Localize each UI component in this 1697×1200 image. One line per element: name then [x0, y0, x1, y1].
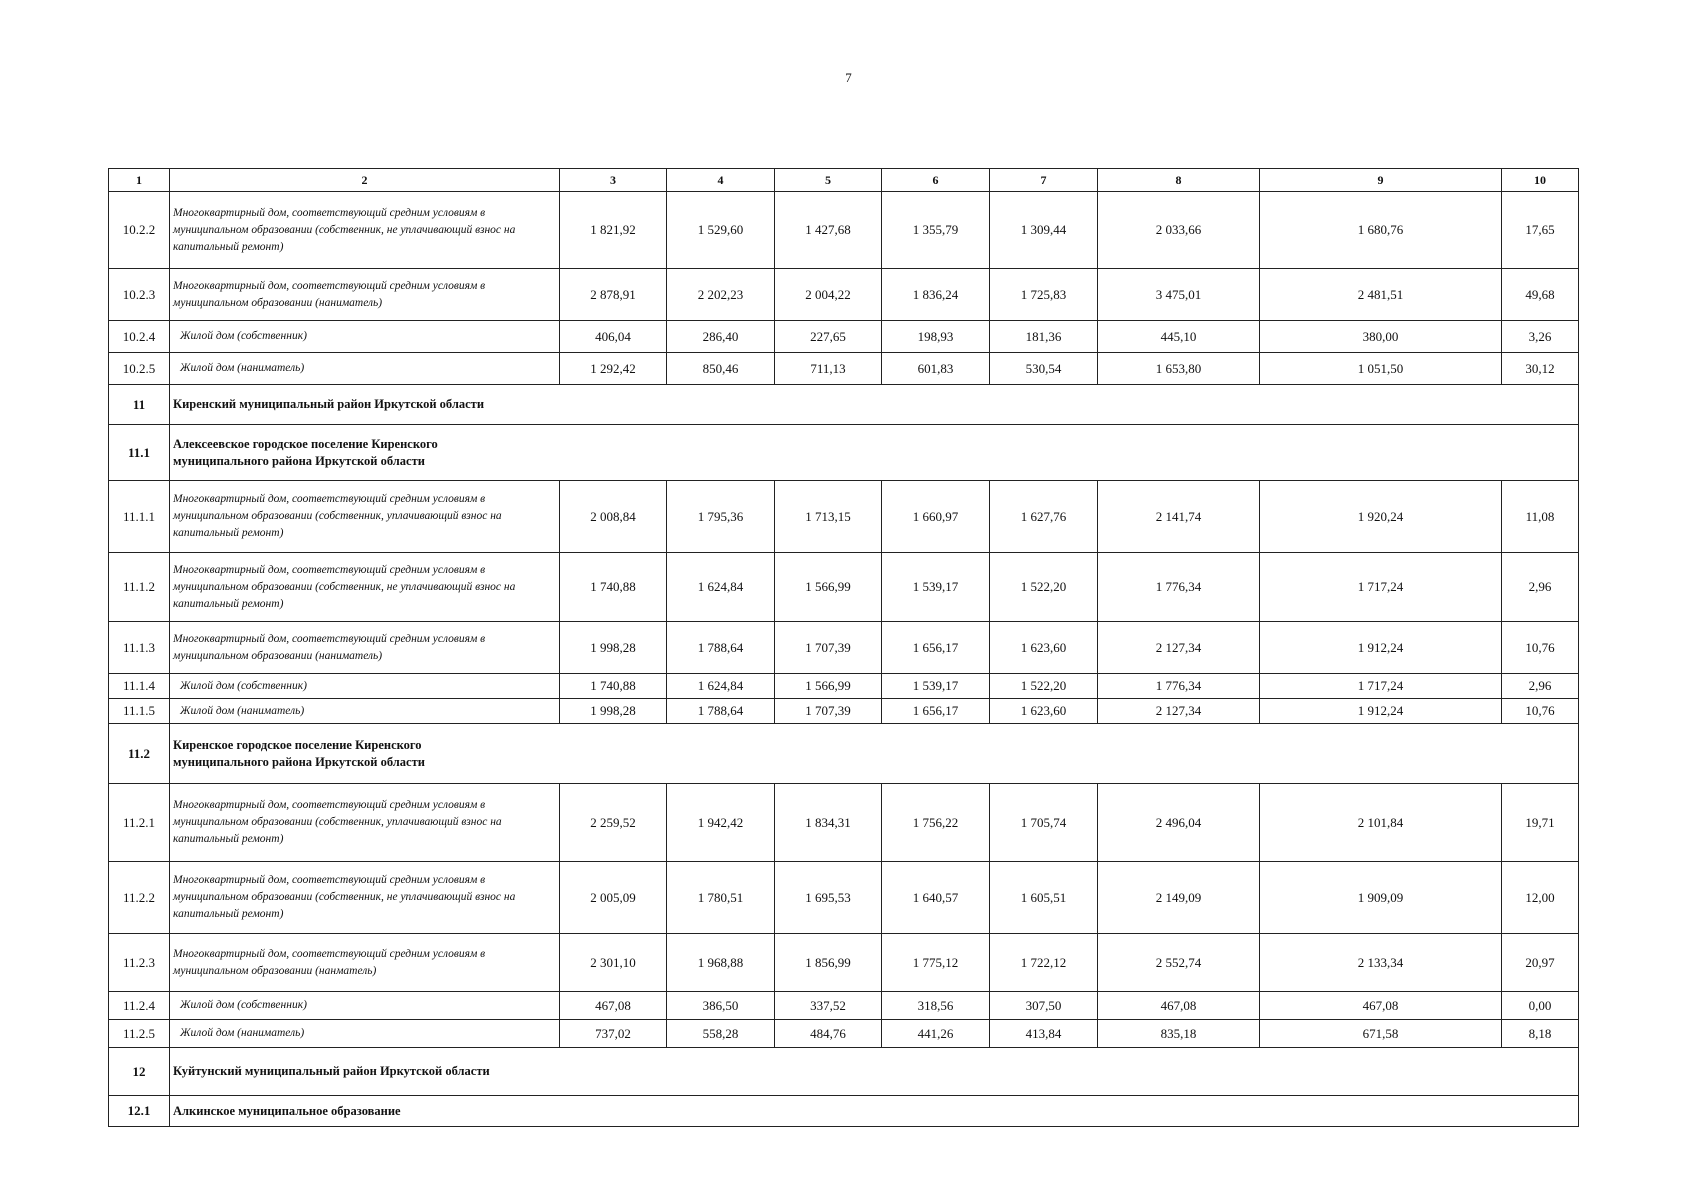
value-cell: 1 912,24: [1260, 622, 1502, 674]
value-cell: 2 496,04: [1098, 784, 1260, 862]
value-cell: 1 522,20: [990, 674, 1098, 699]
row-description: Жилой дом (наниматель): [170, 699, 560, 724]
value-cell: 1 566,99: [775, 553, 882, 622]
value-cell: 1 909,09: [1260, 862, 1502, 934]
value-cell: 1 707,39: [775, 699, 882, 724]
section-title-text: Киренское городское поселение Киренского муниципального района Иркутской области: [173, 737, 425, 769]
column-number: 6: [882, 169, 990, 192]
value-cell: 1 776,34: [1098, 674, 1260, 699]
row-code: 10.2.2: [109, 192, 170, 269]
value-cell: 601,83: [882, 353, 990, 385]
value-cell: 558,28: [667, 1020, 775, 1048]
row-description: Жилой дом (наниматель): [170, 353, 560, 385]
value-cell: 467,08: [1098, 992, 1260, 1020]
value-cell: 286,40: [667, 321, 775, 353]
value-cell: 307,50: [990, 992, 1098, 1020]
value-cell: 1 942,42: [667, 784, 775, 862]
value-cell: 1 998,28: [560, 622, 667, 674]
value-cell: 3,26: [1502, 321, 1579, 353]
row-code: 11.2.2: [109, 862, 170, 934]
section-title: [170, 385, 1579, 425]
row-code: 10.2.4: [109, 321, 170, 353]
row-code: 11.1.1: [109, 481, 170, 553]
value-cell: 2 101,84: [1260, 784, 1502, 862]
value-cell: 19,71: [1502, 784, 1579, 862]
section-title-text: Куйтунский муниципальный район Иркутской области: [173, 1064, 490, 1078]
row-description: Многоквартирный дом, соответствующий средним условиям в муниципальном образовании (собственник, уплачивающий взнос на капитальный ремонт): [170, 784, 560, 862]
row-description: Многоквартирный дом, соответствующий средним условиям в муниципальном образовании (собственник, не уплачивающий взнос на капитальный ремонт): [170, 553, 560, 622]
table-row: [109, 353, 1579, 385]
value-cell: 2 202,23: [667, 269, 775, 321]
row-description: Жилой дом (собственник): [170, 992, 560, 1020]
section-code: 11.1: [109, 425, 170, 481]
value-cell: 737,02: [560, 1020, 667, 1048]
value-cell: 1 695,53: [775, 862, 882, 934]
value-cell: 1 355,79: [882, 192, 990, 269]
row-code: 11.2.1: [109, 784, 170, 862]
table-body: [109, 169, 1579, 1127]
value-cell: 2 878,91: [560, 269, 667, 321]
value-cell: 2 552,74: [1098, 934, 1260, 992]
section-title: [170, 1096, 1579, 1127]
value-cell: 10,76: [1502, 699, 1579, 724]
value-cell: 711,13: [775, 353, 882, 385]
value-cell: 441,26: [882, 1020, 990, 1048]
value-cell: 12,00: [1502, 862, 1579, 934]
value-cell: 1 680,76: [1260, 192, 1502, 269]
row-code: 11.2.4: [109, 992, 170, 1020]
value-cell: 2 133,34: [1260, 934, 1502, 992]
value-cell: 1 529,60: [667, 192, 775, 269]
value-cell: 1 624,84: [667, 553, 775, 622]
value-cell: 671,58: [1260, 1020, 1502, 1048]
row-code: 10.2.3: [109, 269, 170, 321]
value-cell: 1 821,92: [560, 192, 667, 269]
column-number: 10: [1502, 169, 1579, 192]
row-code: 11.1.4: [109, 674, 170, 699]
value-cell: 1 740,88: [560, 674, 667, 699]
value-cell: 1 623,60: [990, 699, 1098, 724]
value-cell: 1 539,17: [882, 674, 990, 699]
value-cell: 2 127,34: [1098, 622, 1260, 674]
section-title-text: Алкинское муниципальное образование: [173, 1103, 401, 1118]
section-title-text: Киренский муниципальный район Иркутской области: [173, 397, 485, 411]
value-cell: 2 033,66: [1098, 192, 1260, 269]
section-title: [170, 724, 1579, 784]
value-cell: 1 605,51: [990, 862, 1098, 934]
table-row: [109, 622, 1579, 674]
value-cell: 1 856,99: [775, 934, 882, 992]
row-description: Жилой дом (собственник): [170, 321, 560, 353]
value-cell: 850,46: [667, 353, 775, 385]
row-description: Многоквартирный дом, соответствующий средним условиям в муниципальном образовании (нанматель): [170, 934, 560, 992]
row-description: Многоквартирный дом, соответствующий средним условиям в муниципальном образовании (собственник, не уплачивающий взнос на капитальный ремонт): [170, 862, 560, 934]
section-row: [109, 385, 1579, 425]
row-description: Многоквартирный дом, соответствующий средним условиям в муниципальном образовании (наниматель): [170, 269, 560, 321]
table-row: [109, 784, 1579, 862]
value-cell: 1 566,99: [775, 674, 882, 699]
column-number: 3: [560, 169, 667, 192]
section-title-text: Алексеевское городское поселение Киренского муниципального района Иркутской области: [173, 436, 438, 468]
table-row: [109, 192, 1579, 269]
row-code: 11.1.5: [109, 699, 170, 724]
row-description: Многоквартирный дом, соответствующий средним условиям в муниципальном образовании (наниматель): [170, 622, 560, 674]
value-cell: 1 912,24: [1260, 699, 1502, 724]
value-cell: 2 149,09: [1098, 862, 1260, 934]
table-row: [109, 321, 1579, 353]
row-code: 11.2.5: [109, 1020, 170, 1048]
value-cell: 1 656,17: [882, 699, 990, 724]
value-cell: 1 717,24: [1260, 674, 1502, 699]
value-cell: 1 640,57: [882, 862, 990, 934]
value-cell: 2 259,52: [560, 784, 667, 862]
value-cell: 1 522,20: [990, 553, 1098, 622]
table-row: [109, 992, 1579, 1020]
value-cell: 318,56: [882, 992, 990, 1020]
row-code: 11.1.2: [109, 553, 170, 622]
value-cell: 1 717,24: [1260, 553, 1502, 622]
section-code: 11.2: [109, 724, 170, 784]
value-cell: 1 740,88: [560, 553, 667, 622]
value-cell: 467,08: [1260, 992, 1502, 1020]
value-cell: 0,00: [1502, 992, 1579, 1020]
value-cell: 227,65: [775, 321, 882, 353]
value-cell: 1 653,80: [1098, 353, 1260, 385]
value-cell: 8,18: [1502, 1020, 1579, 1048]
table-row: [109, 553, 1579, 622]
value-cell: 406,04: [560, 321, 667, 353]
value-cell: 386,50: [667, 992, 775, 1020]
value-cell: 1 427,68: [775, 192, 882, 269]
value-cell: 30,12: [1502, 353, 1579, 385]
value-cell: 1 968,88: [667, 934, 775, 992]
table-row: [109, 481, 1579, 553]
value-cell: 2 008,84: [560, 481, 667, 553]
value-cell: 1 656,17: [882, 622, 990, 674]
column-number: 2: [170, 169, 560, 192]
value-cell: 1 660,97: [882, 481, 990, 553]
column-number: 7: [990, 169, 1098, 192]
value-cell: 2 301,10: [560, 934, 667, 992]
value-cell: 2 481,51: [1260, 269, 1502, 321]
value-cell: 181,36: [990, 321, 1098, 353]
column-number: 5: [775, 169, 882, 192]
value-cell: 2 141,74: [1098, 481, 1260, 553]
value-cell: 1 780,51: [667, 862, 775, 934]
value-cell: 1 624,84: [667, 674, 775, 699]
value-cell: 1 788,64: [667, 699, 775, 724]
value-cell: 1 920,24: [1260, 481, 1502, 553]
value-cell: 1 627,76: [990, 481, 1098, 553]
value-cell: 2 127,34: [1098, 699, 1260, 724]
value-cell: 1 836,24: [882, 269, 990, 321]
row-description: Многоквартирный дом, соответствующий средним условиям в муниципальном образовании (собственник, не уплачивающий взнос на капитальный ремонт): [170, 192, 560, 269]
value-cell: 413,84: [990, 1020, 1098, 1048]
value-cell: 1 776,34: [1098, 553, 1260, 622]
value-cell: 445,10: [1098, 321, 1260, 353]
value-cell: 1 788,64: [667, 622, 775, 674]
row-code: 11.2.3: [109, 934, 170, 992]
section-row: [109, 1048, 1579, 1096]
value-cell: 2,96: [1502, 674, 1579, 699]
value-cell: 467,08: [560, 992, 667, 1020]
value-cell: 1 722,12: [990, 934, 1098, 992]
value-cell: 337,52: [775, 992, 882, 1020]
value-cell: 1 707,39: [775, 622, 882, 674]
row-code: 11.1.3: [109, 622, 170, 674]
section-title: [170, 1048, 1579, 1096]
section-code: 11: [109, 385, 170, 425]
page-number: 7: [845, 70, 852, 85]
table-row: [109, 699, 1579, 724]
value-cell: 198,93: [882, 321, 990, 353]
value-cell: 20,97: [1502, 934, 1579, 992]
value-cell: 1 713,15: [775, 481, 882, 553]
column-number: 4: [667, 169, 775, 192]
value-cell: 1 725,83: [990, 269, 1098, 321]
column-number: 8: [1098, 169, 1260, 192]
value-cell: 1 623,60: [990, 622, 1098, 674]
value-cell: 17,65: [1502, 192, 1579, 269]
section-title: [170, 425, 1579, 481]
table-row: [109, 269, 1579, 321]
section-code: 12.1: [109, 1096, 170, 1127]
value-cell: 1 309,44: [990, 192, 1098, 269]
value-cell: 1 705,74: [990, 784, 1098, 862]
value-cell: 835,18: [1098, 1020, 1260, 1048]
section-code: 12: [109, 1048, 170, 1096]
column-number: 9: [1260, 169, 1502, 192]
value-cell: 1 292,42: [560, 353, 667, 385]
value-cell: 1 539,17: [882, 553, 990, 622]
value-cell: 11,08: [1502, 481, 1579, 553]
table-row: [109, 862, 1579, 934]
column-number-row: [109, 169, 1579, 192]
value-cell: 3 475,01: [1098, 269, 1260, 321]
row-description: Многоквартирный дом, соответствующий средним условиям в муниципальном образовании (собственник, уплачивающий взнос на капитальный ремонт): [170, 481, 560, 553]
value-cell: 1 998,28: [560, 699, 667, 724]
table-row: [109, 1020, 1579, 1048]
value-cell: 484,76: [775, 1020, 882, 1048]
value-cell: 10,76: [1502, 622, 1579, 674]
value-cell: 530,54: [990, 353, 1098, 385]
value-cell: 1 834,31: [775, 784, 882, 862]
value-cell: 1 756,22: [882, 784, 990, 862]
value-cell: 49,68: [1502, 269, 1579, 321]
section-row: [109, 1096, 1579, 1127]
row-description: Жилой дом (собственник): [170, 674, 560, 699]
value-cell: 2 004,22: [775, 269, 882, 321]
value-cell: 1 051,50: [1260, 353, 1502, 385]
tariff-table: [108, 168, 1579, 1127]
value-cell: 1 795,36: [667, 481, 775, 553]
row-description: Жилой дом (наниматель): [170, 1020, 560, 1048]
table-row: [109, 934, 1579, 992]
value-cell: 1 775,12: [882, 934, 990, 992]
value-cell: 2,96: [1502, 553, 1579, 622]
value-cell: 380,00: [1260, 321, 1502, 353]
row-code: 10.2.5: [109, 353, 170, 385]
column-number: 1: [109, 169, 170, 192]
value-cell: 2 005,09: [560, 862, 667, 934]
section-row: [109, 425, 1579, 481]
table-row: [109, 674, 1579, 699]
section-row: [109, 724, 1579, 784]
